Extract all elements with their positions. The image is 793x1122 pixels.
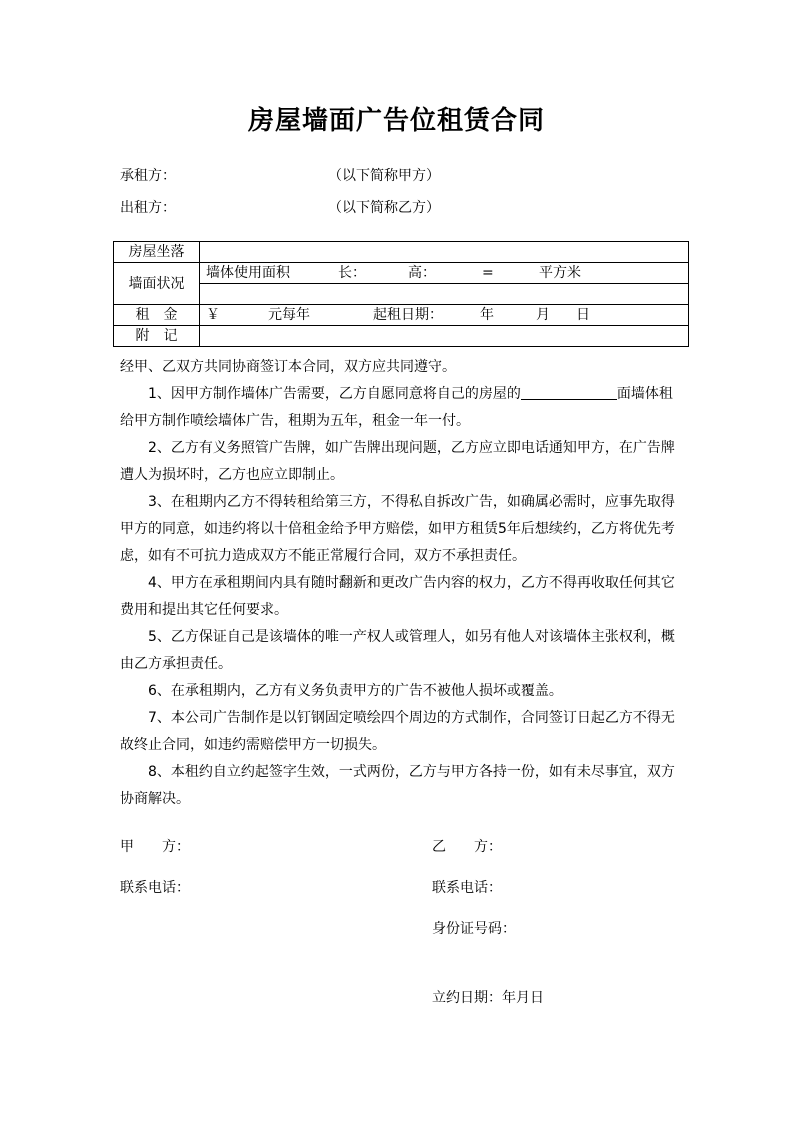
blank-line xyxy=(521,385,617,400)
clause-1-part-b: 面墙体租给甲方制作喷绘墙体广告，租期为五年，租金一年一付。 xyxy=(120,386,673,429)
clause-7: 7、本公司广告制作是以钉钢固定喷绘四个周边的方式制作，合同签订日起乙方不得无故终止合同，如违约需赔偿甲方一切损失。 xyxy=(120,710,675,753)
table-row-wall-extra xyxy=(114,284,689,305)
party-a-phone: 联系电话： xyxy=(120,880,190,896)
start-month: 月 xyxy=(536,307,550,323)
table-row-location xyxy=(114,242,689,263)
wall-height-label: 高： xyxy=(408,265,436,281)
wall-extra-value xyxy=(200,284,689,305)
party-b-signature: 乙 方： xyxy=(432,839,502,855)
clause-8: 8、本租约自立约起签字生效，一式两份，乙方与甲方各持一份，如有未尽事宜，双方协商解决。 xyxy=(120,764,675,807)
start-day: 日 xyxy=(576,307,590,323)
wall-status-label: 墙面状况 xyxy=(114,263,200,305)
table-row-wall xyxy=(114,263,689,284)
lessor-label: 出租方： xyxy=(120,200,176,216)
table-row-note xyxy=(114,326,689,347)
intro-text: 经甲、乙双方共同协商签订本合同，双方应共同遵守。 xyxy=(120,359,456,375)
party-a-signature: 甲 方： xyxy=(120,839,190,855)
lessor-note: （以下简称乙方） xyxy=(328,200,440,216)
wall-length-label: 长： xyxy=(338,265,366,281)
rent-per-year: 元每年 xyxy=(268,307,310,323)
wall-unit: 平方米 xyxy=(539,265,581,281)
party-b-phone: 联系电话： xyxy=(432,880,502,896)
wall-area-label: 墙体使用面积 xyxy=(206,265,290,281)
start-date-label: 起租日期： xyxy=(373,307,443,323)
start-year: 年 xyxy=(480,307,494,323)
table-row-rent xyxy=(114,305,689,326)
contract-clauses xyxy=(120,354,680,813)
wall-equals: = xyxy=(482,265,494,281)
wall-area-cell xyxy=(200,263,689,284)
location-label: 房屋坐落 xyxy=(114,242,200,263)
clause-3: 3、在租期内乙方不得转租给第三方，不得私自拆改广告，如确属必需时，应事先取得甲方的同意，如违约将以十倍租金给予甲方赔偿，如甲方租赁5年后想续约，乙方将优先考虑，如有不可抗力造成双方不能正常履行合同，双方不承担责任。 xyxy=(120,494,675,564)
clause-1 xyxy=(120,381,680,435)
rent-label: 租 金 xyxy=(114,305,200,326)
note-value xyxy=(200,326,689,347)
lessee-label: 承租方： xyxy=(120,168,176,184)
lessee-note: （以下简称甲方） xyxy=(328,168,440,184)
contract-date: 立约日期：年月日 xyxy=(432,990,544,1006)
location-value xyxy=(200,242,689,263)
clause-5: 5、乙方保证自己是该墙体的唯一产权人或管理人，如另有他人对该墙体主张权利，概由乙方承担责任。 xyxy=(120,629,675,672)
clause-4: 4、甲方在承租期间内具有随时翻新和更改广告内容的权力，乙方不得再收取任何其它费用和提出其它任何要求。 xyxy=(120,575,675,618)
rent-cell xyxy=(200,305,689,326)
clause-2: 2、乙方有义务照管广告牌，如广告牌出现问题，乙方应立即电话通知甲方，在广告牌遭人为损坏时，乙方也应立即制止。 xyxy=(120,440,675,483)
document-title: 房屋墙面广告位租赁合同 xyxy=(247,106,545,136)
rent-currency: ￥ xyxy=(206,307,220,323)
clause-1-part-a: 1、因甲方制作墙体广告需要，乙方自愿同意将自己的房屋的 xyxy=(148,386,521,402)
note-label: 附 记 xyxy=(114,326,200,347)
party-b-id-number: 身份证号码： xyxy=(432,921,516,937)
info-table xyxy=(113,241,689,347)
clause-6: 6、在承租期内，乙方有义务负责甲方的广告不被他人损坏或覆盖。 xyxy=(148,683,563,699)
